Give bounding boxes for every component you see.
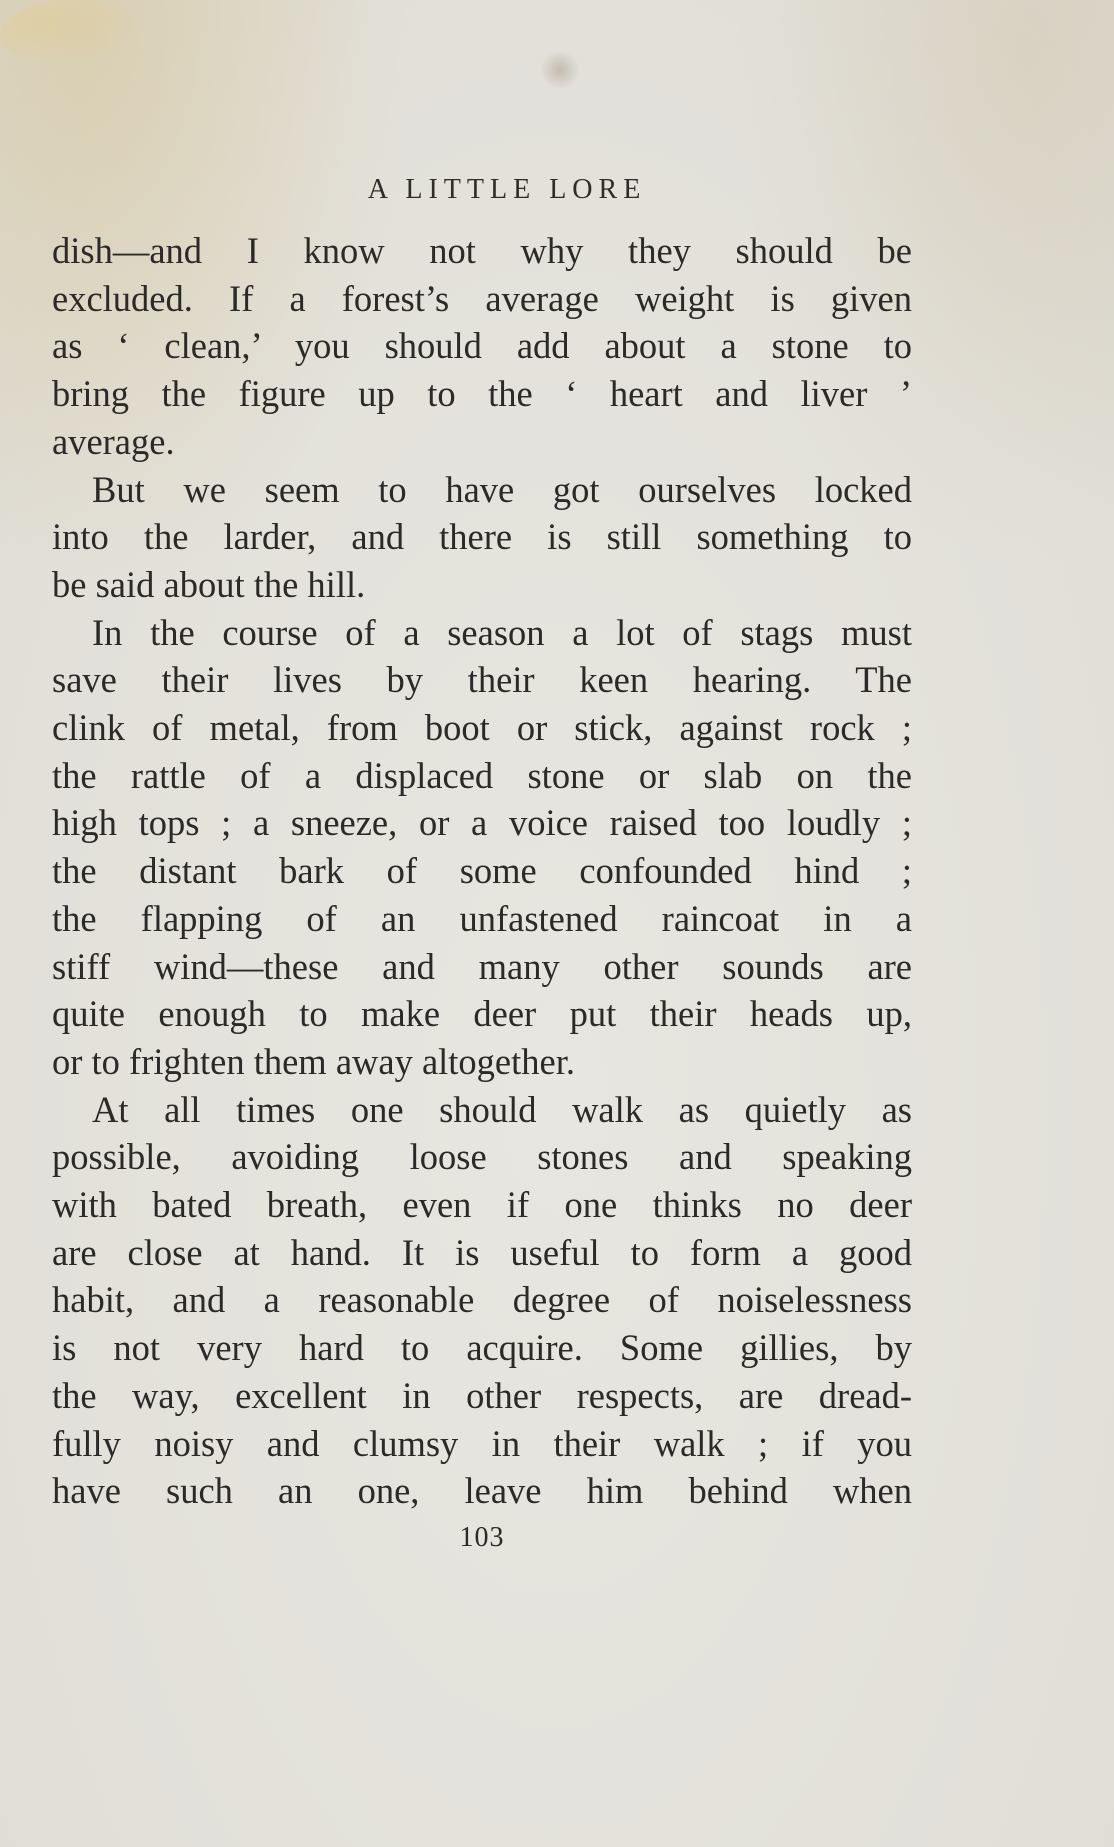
text-line: is not very hard to acquire. Some gillies, by	[52, 1327, 912, 1369]
text-line: with bated breath, even if one thinks no deer	[52, 1184, 912, 1226]
text-line: quite enough to make deer put their heads up,	[52, 993, 912, 1035]
text-line: stiff wind—these and many other sounds are	[52, 945, 912, 987]
text-line: the flapping of an unfastened raincoat in a	[52, 897, 912, 939]
text-line: high tops ; a sneeze, or a voice raised too loudly ;	[52, 802, 912, 844]
text-line: are close at hand. It is useful to form a good	[52, 1231, 912, 1273]
ink-mark	[540, 50, 580, 90]
page-number: 103	[459, 1522, 505, 1553]
body-text	[52, 227, 912, 1515]
text-line: bring the figure up to the ‘ heart and liver ’	[52, 373, 912, 415]
text-line: save their lives by their keen hearing. The	[52, 659, 912, 701]
text-line: the way, excellent in other respects, are dread-	[52, 1374, 912, 1416]
text-line: At all times one should walk as quietly as	[92, 1088, 912, 1130]
paper-stain	[0, 0, 150, 70]
text-line: the rattle of a displaced stone or slab on the	[52, 754, 912, 796]
text-line: clink of metal, from boot or stick, against rock ;	[52, 707, 912, 749]
text-line: dish—and I know not why they should be	[52, 230, 912, 271]
text-line: the distant bark of some confounded hind ;	[52, 850, 912, 892]
text-line: fully noisy and clumsy in their walk ; if you	[52, 1422, 912, 1464]
text-line: average.	[52, 420, 175, 462]
text-line: excluded. If a forest’s average weight is given	[52, 277, 912, 319]
text-line: But we seem to have got ourselves locked	[92, 468, 912, 510]
text-line: as ‘ clean,’ you should add about a stone to	[52, 325, 912, 367]
running-head: A LITTLE LORE	[367, 174, 647, 205]
text-line: be said about the hill.	[52, 563, 366, 605]
text-line: or to frighten them away altogether.	[52, 1040, 575, 1082]
text-line: habit, and a reasonable degree of noiselessness	[52, 1279, 912, 1321]
text-line: possible, avoiding loose stones and speaking	[52, 1136, 912, 1178]
text-line: have such an one, leave him behind when	[52, 1470, 912, 1512]
text-line: In the course of a season a lot of stags must	[92, 611, 912, 653]
text-line: into the larder, and there is still something to	[52, 516, 912, 558]
